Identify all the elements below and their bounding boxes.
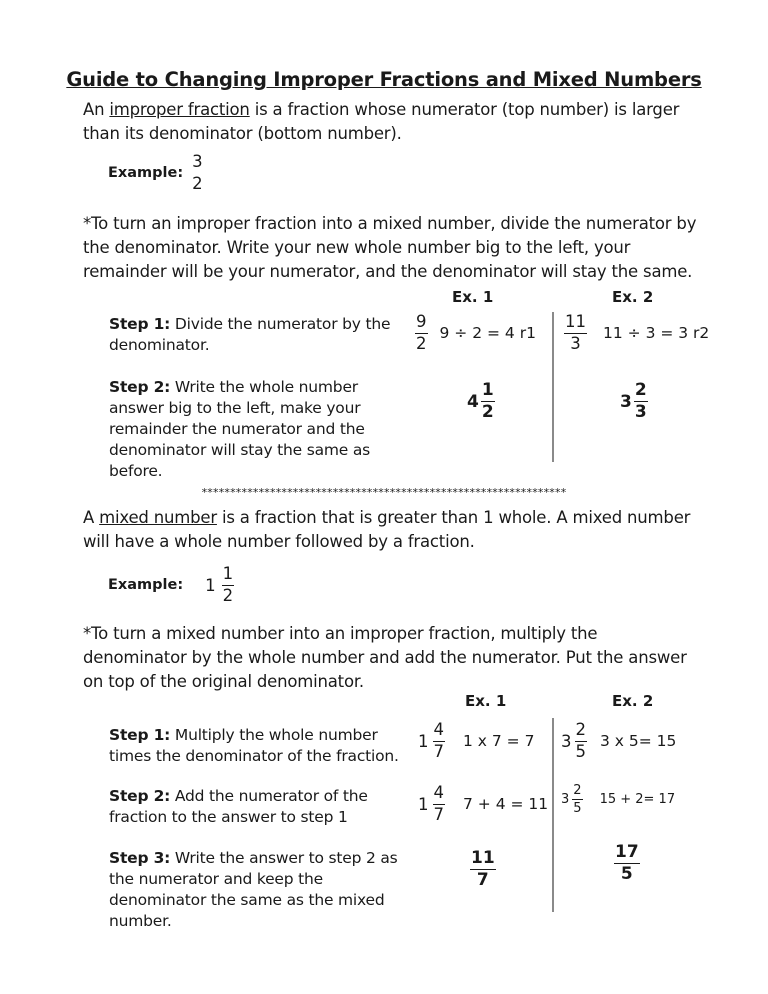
improper-definition: An improper fraction is a fraction whose numerator (top number) is larger than its denominator (bottom number). [83, 100, 680, 143]
ex1-answer: $\frac{11}{7}$ [471, 848, 495, 890]
ex1-multiply: 1 x 7 = 7 [463, 732, 535, 750]
example-fraction: $\frac{1}{2}$ [222, 564, 234, 605]
example-label: Example: [108, 577, 184, 593]
ex2-step2: 3 $\frac{2}{5}$ 15 + 2= 17 [561, 783, 676, 816]
ex1-step1 [415, 314, 536, 352]
ex1-step2: 1 $\frac{4}{7}$ 7 + 4 = 11 [418, 783, 549, 824]
mixed-step-1: Step 1: Multiply the whole number times the denominator of the fraction. [109, 726, 399, 765]
ex2-step1 [564, 314, 709, 352]
ex2-fraction: $\frac{11}{3}$ [565, 312, 586, 353]
improper-example [108, 154, 204, 192]
improper-step-2: Step 2: Write the whole number answer big to the left, make your remainder the numerator and the denominator will stay the same as before. [109, 378, 371, 480]
column-divider [552, 312, 554, 462]
mixed-example: Example: 1 $\frac{1}{2}$ [108, 564, 234, 605]
mixed-step-3: Step 3: Write the answer to step 2 as the numerator and keep the denominator the same as the mixed number. [109, 849, 398, 930]
page-title: Guide to Changing Improper Fractions and Mixed Numbers [66, 68, 702, 91]
mixed-step-2: Step 2: Add the numerator of the fraction to the answer to step 1 [109, 787, 368, 826]
ex2-answer: $\frac{17}{5}$ [615, 842, 639, 884]
separator: **************************************************************** [201, 486, 567, 499]
mixed-instruction: *To turn a mixed number into an improper fraction, multiply the denominator by the whole number and add the numerator. Put the answer on top of the original denominator. [83, 624, 687, 691]
ex1-fraction: $\frac{9}{2}$ [416, 312, 427, 353]
example-fraction: $\frac{3}{2}$ [192, 152, 203, 193]
ex1-add: 7 + 4 = 11 [463, 795, 549, 813]
ex2-header: Ex. 2 [612, 288, 654, 306]
mixed-definition: A mixed number is a fraction that is greater than 1 whole. A mixed number will have a whole number followed by a fraction. [83, 508, 691, 551]
ex2-division: 11 ÷ 3 = 3 r2 [603, 324, 710, 342]
ex1-result: 4 $\frac{1}{2}$ [467, 380, 494, 422]
improper-step-1: Step 1: Divide the numerator by the denominator. [109, 315, 391, 354]
improper-fraction-term: improper fraction [109, 100, 250, 119]
ex1-header: Ex. 1 [452, 288, 494, 306]
ex2-add: 15 + 2= 17 [599, 792, 676, 807]
ex2-header: Ex. 2 [612, 692, 654, 710]
ex1-division: 9 ÷ 2 = 4 r1 [439, 324, 536, 342]
example-label: Example: [108, 165, 184, 181]
ex1-header: Ex. 1 [465, 692, 507, 710]
improper-instruction: *To turn an improper fraction into a mixed number, divide the numerator by the denominator. Write your new whole number big to the left, your remainder will be your numerator, and the denominator will stay the same. [83, 214, 697, 281]
mixed-number-term: mixed number [99, 508, 217, 527]
ex2-step1: 3 $\frac{2}{5}$ 3 x 5= 15 [561, 720, 677, 761]
column-divider [552, 718, 554, 912]
ex2-result: 3 $\frac{2}{3}$ [620, 380, 647, 422]
ex1-step1: 1 $\frac{4}{7}$ 1 x 7 = 7 [418, 720, 535, 761]
ex2-multiply: 3 x 5= 15 [600, 732, 677, 750]
